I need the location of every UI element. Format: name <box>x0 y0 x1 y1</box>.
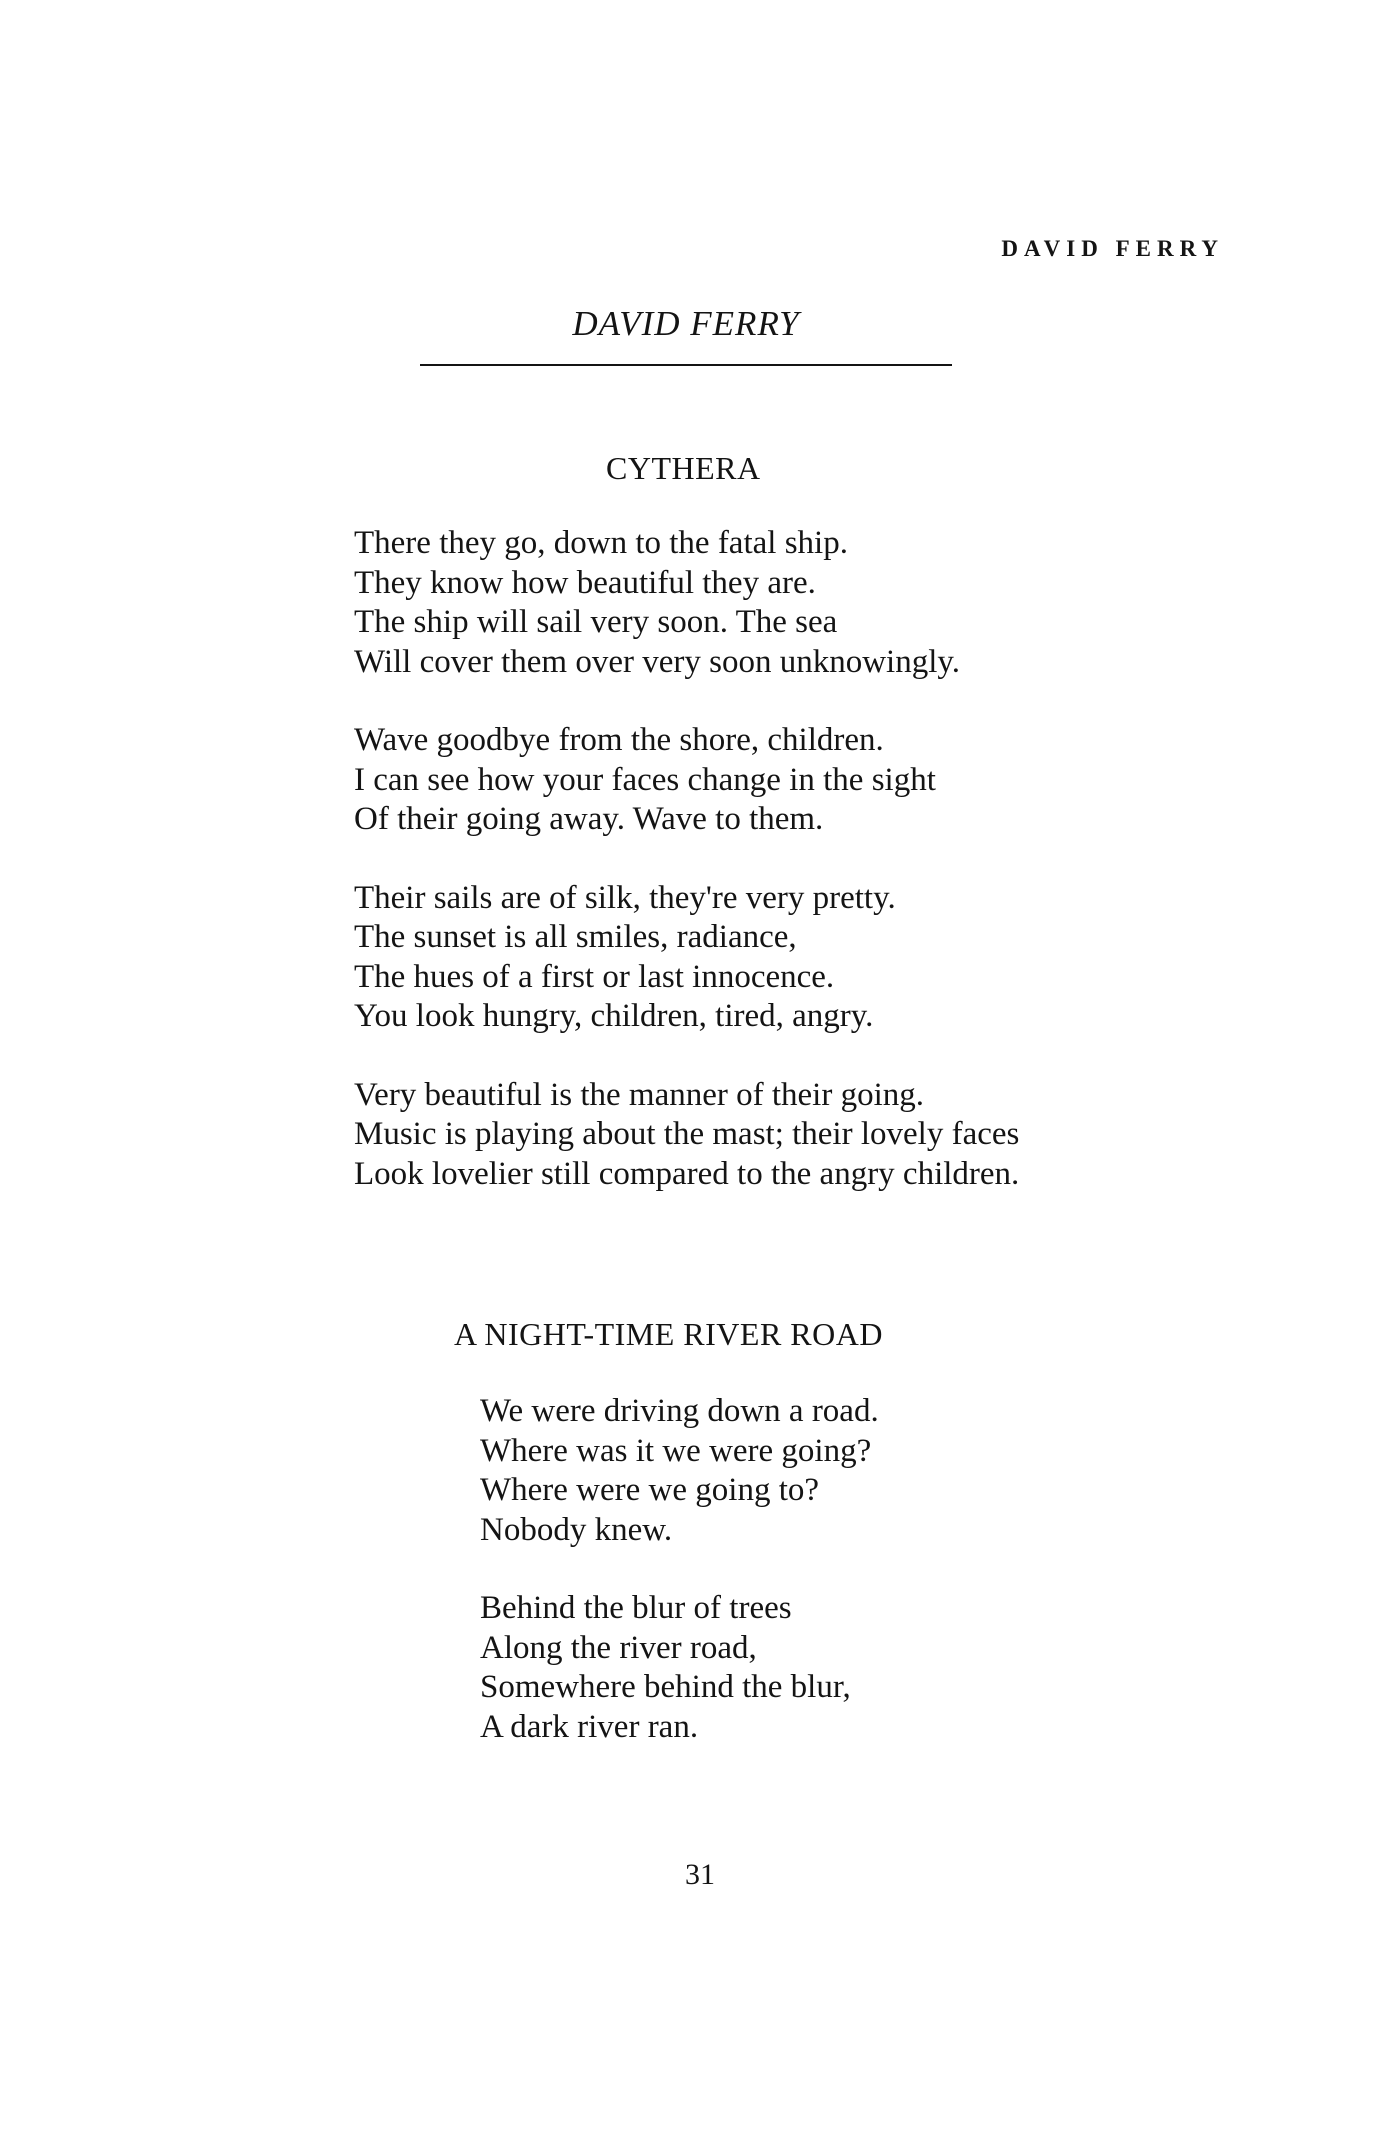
poem-line: Along the river road, <box>480 1629 757 1666</box>
stanza <box>354 1076 1019 1195</box>
stanza <box>354 524 1019 682</box>
stanza <box>354 879 1019 1037</box>
author-heading: DAVID FERRY <box>572 304 800 343</box>
poem-line: Behind the blur of trees <box>480 1590 792 1626</box>
stanza <box>480 1392 879 1550</box>
poem-title: CYTHERA <box>606 450 761 486</box>
author-rule <box>420 364 952 366</box>
poem-line: We were driving down a road. <box>480 1393 879 1429</box>
poem-line: Of their going away. Wave to them. <box>354 801 824 837</box>
stanza <box>480 1589 879 1747</box>
poem-body <box>480 1392 879 1747</box>
poem-line: The hues of a first or last innocence. <box>354 958 835 995</box>
poem-line: The ship will sail very soon. The sea <box>354 604 838 640</box>
poem-line: Where was it we were going? <box>480 1432 872 1469</box>
poem-line: They know how beautiful they are. <box>354 564 816 601</box>
stanza <box>354 721 1019 840</box>
poem-line: There they go, down to the fatal ship. <box>354 525 848 561</box>
poem-line: Very beautiful is the manner of their going. <box>354 1076 925 1113</box>
page-number: 31 <box>685 1858 715 1891</box>
poem-line: Look lovelier still compared to the angry children. <box>354 1155 1020 1192</box>
poem-line: The sunset is all smiles, radiance, <box>354 919 797 955</box>
poem-line: Nobody knew. <box>480 1511 673 1548</box>
poem-title: A NIGHT-TIME RIVER ROAD <box>454 1316 883 1352</box>
poem-line: Wave goodbye from the shore, children. <box>354 722 884 758</box>
poem-body <box>354 524 1019 1194</box>
poem-line: Their sails are of silk, they're very pretty. <box>354 879 896 916</box>
poem-line: Will cover them over very soon unknowingly. <box>354 643 960 680</box>
running-head: DAVID FERRY <box>1001 236 1224 261</box>
poem-line: You look hungry, children, tired, angry. <box>354 998 874 1034</box>
poem-line: I can see how your faces change in the sight <box>354 761 936 798</box>
poem-line: Where were we going to? <box>480 1472 820 1508</box>
poem-line: Music is playing about the mast; their lovely faces <box>354 1116 1020 1152</box>
poem-line: Somewhere behind the blur, <box>480 1669 851 1705</box>
poem-line: A dark river ran. <box>480 1708 699 1745</box>
